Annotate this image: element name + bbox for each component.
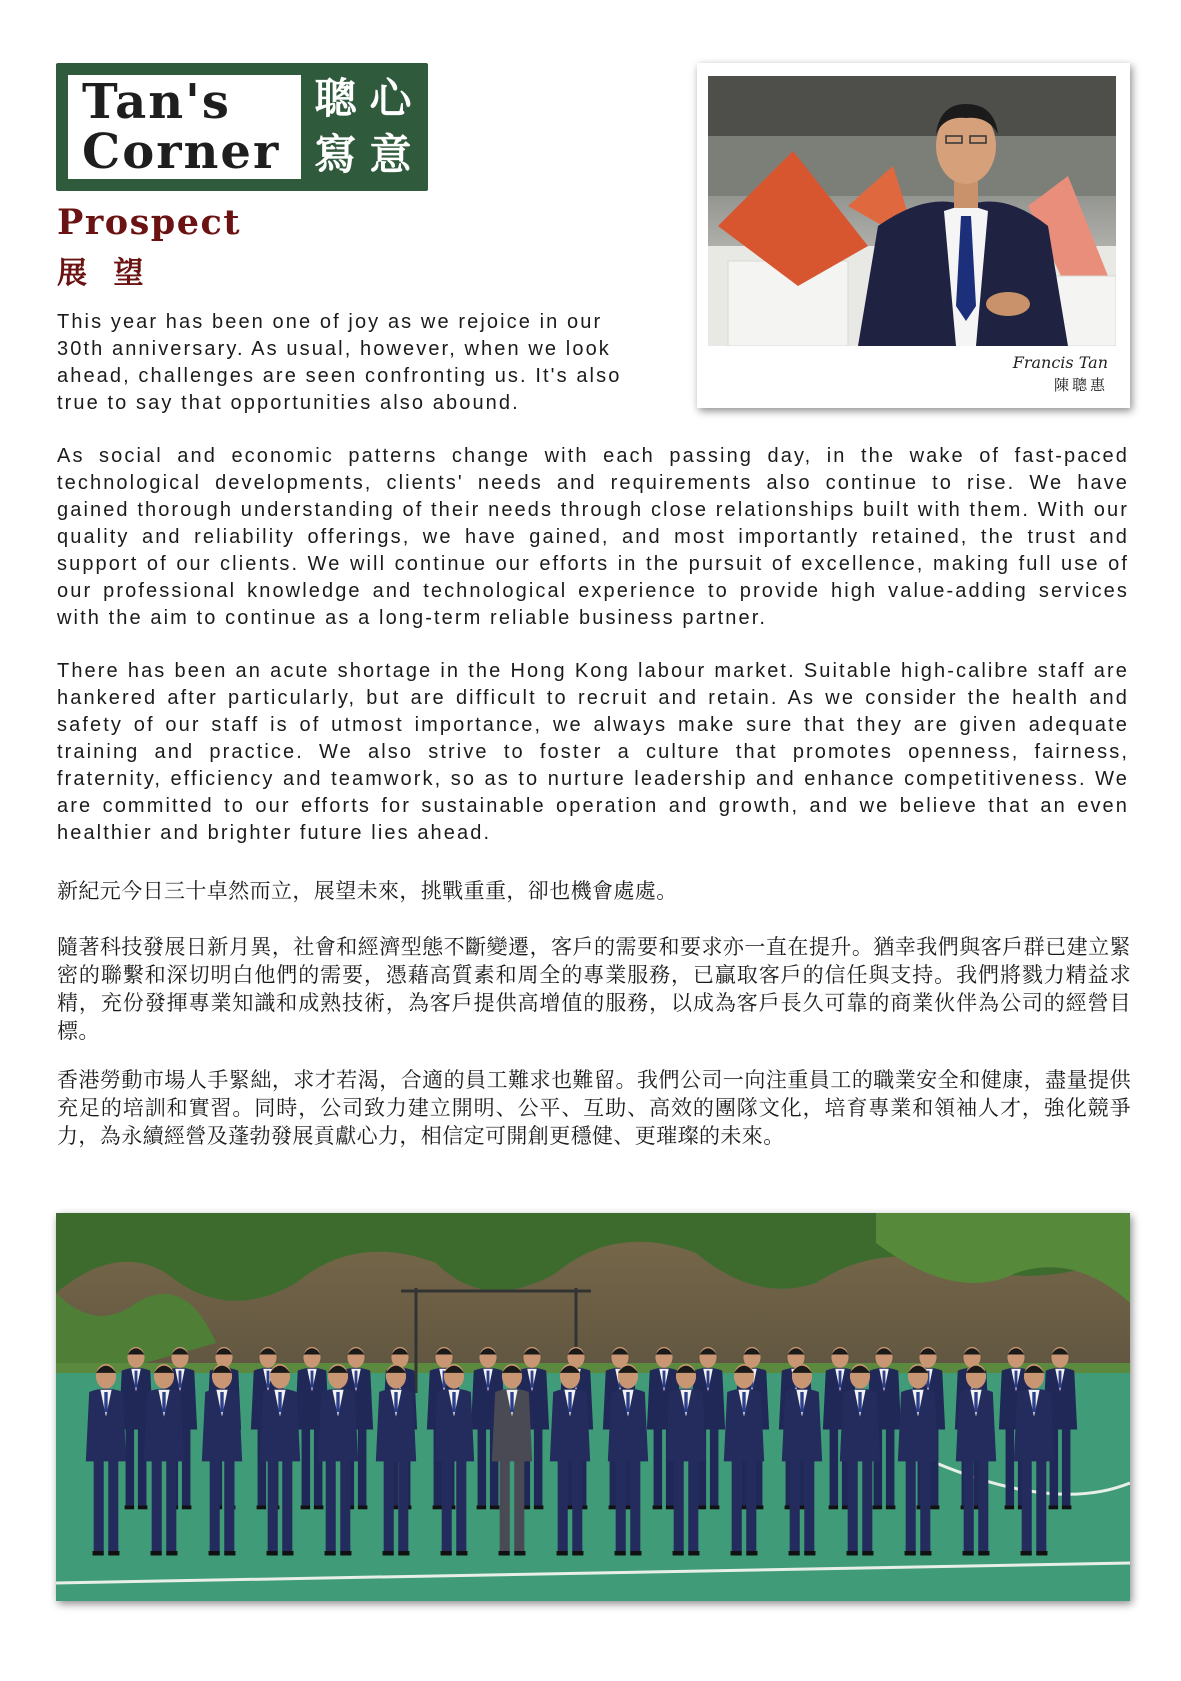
signature-cn: 陳聰惠 [1053, 376, 1108, 394]
portrait-illustration [708, 76, 1116, 346]
signature-en: Francis Tan [1012, 353, 1108, 372]
portrait-frame [697, 63, 1130, 408]
group-photo-illustration [56, 1213, 1130, 1601]
intro-paragraph: This year has been one of joy as we rejoice in our 30th anniversary. As usual, however, when we look ahead, challenges are seen confronting us. It's also true to say that opportunities also abound. [57, 311, 622, 414]
section-title-cn: 展 望 [57, 256, 152, 291]
body-paragraph-3: There has been an acute shortage in the Hong Kong labour market. Suitable high-calibre staff are hankered after particularly, but are difficult to recruit and retain. As we consider the health and safety of our staff is of utmost importance, we always make sure that they are given adequate training and practice. We also strive to foster a culture that promotes openness, fairness, fraternity, efficiency and teamwork, so as to nurture leadership and enhance competitiveness. We are committed to our efforts for sustainable operation and growth, and we believe that an even healthier and brighter future lies ahead. [57, 660, 1129, 844]
portrait-photo [708, 76, 1116, 346]
cn-paragraph-1: 新紀元今日三十卓然而立，展望未來，挑戰重重，卻也機會處處。 [57, 879, 678, 903]
logo-wordmark [82, 74, 281, 180]
cn-paragraph-3: 香港勞動市場人手緊絀，求才若渴，合適的員工難求也難留。我們公司一向注重員工的職業安全和健康，盡量提供充足的培訓和實習。同時，公司致力建立開明、公平、互助、高效的團隊文化，培育專業和領袖人才，強化競爭力，為永續經營及蓬勃發展貢獻心力，相信定可開創更穩健、更璀璨的未來。 [57, 1068, 1131, 1148]
logo-line-1: Tan's [82, 74, 231, 130]
body-paragraph-2: As social and economic patterns change with each passing day, in the wake of fast-paced technological developments, clients' needs and requirements also continue to rise. We have gained thorough understanding of their needs through close relationships built with them. With our quality and reliability offerings, we have gained, and most importantly retained, the trust and support of our clients. We will continue our efforts in the pursuit of excellence, making full use of our professional knowledge and technological experience to provide high value-adding services with the aim to continue as a long-term reliable business partner. [57, 445, 1129, 629]
logo-line-2: Corner [82, 124, 281, 180]
logo-cn-char: 聰 [314, 74, 357, 123]
logo-text-panel [68, 75, 301, 179]
cn-paragraph-2: 隨著科技發展日新月異，社會和經濟型態不斷變遷，客戶的需要和要求亦一直在提升。猶幸我們與客戶群已建立緊密的聯繫和深切明白他們的需要，憑藉高質素和周全的專業服務，已贏取客戶的信任與支持。我們將戮力精益求精，充份發揮專業知識和成熟技術，為客戶提供高增值的服務，以成為客戶長久可靠的商業伙伴為公司的經營目標。 [57, 935, 1131, 1043]
company-logo [56, 63, 428, 191]
logo-cn-char: 寫 [314, 130, 357, 179]
logo-cn-char: 意 [369, 130, 412, 179]
logo-cn-char: 心 [369, 74, 412, 123]
section-title-en: Prospect [57, 202, 242, 243]
portrait-signature [1013, 353, 1108, 395]
logo-chinese-seal [308, 71, 418, 183]
group-photo [56, 1213, 1130, 1601]
